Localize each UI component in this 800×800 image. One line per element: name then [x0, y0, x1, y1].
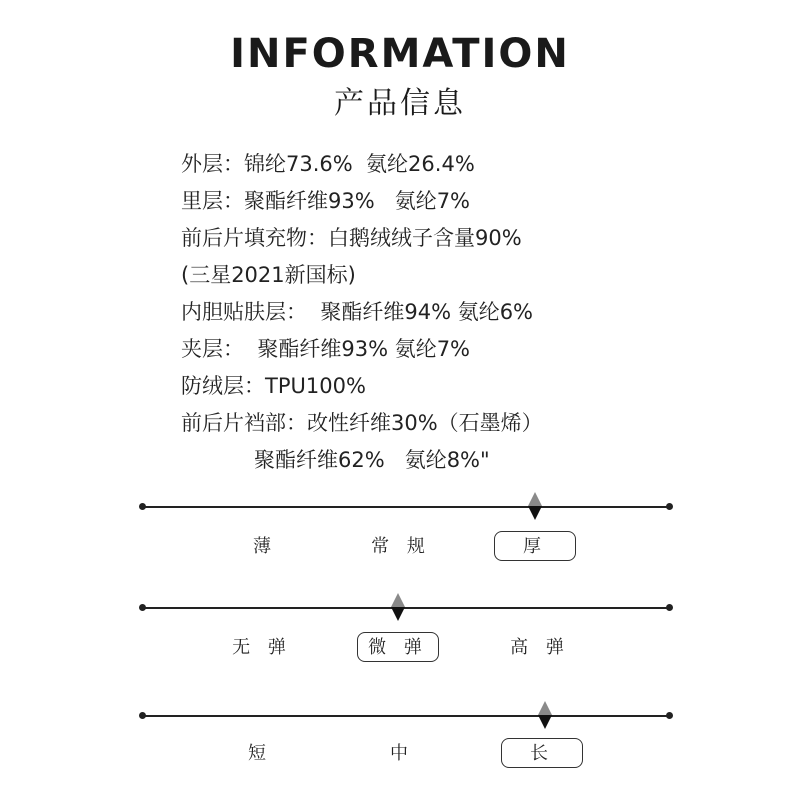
- info-line-downproof-layer: 防绒层：TPU100%: [181, 374, 366, 398]
- scale-end-dot: [666, 604, 673, 611]
- info-line-middle-layer: 夹层： 聚酯纤维93% 氨纶7%: [181, 337, 471, 361]
- info-line-filling: 前后片填充物：白鹅绒绒子含量90%: [181, 226, 522, 250]
- product-info-list: [181, 146, 781, 479]
- info-line-inner-skin-layer: 内胆贴肤层： 聚酯纤维94% 氨纶6%: [181, 300, 534, 324]
- info-line-crotch-continued: 聚酯纤维62% 氨纶8%": [254, 448, 490, 472]
- scale-option-thick: 厚: [494, 531, 576, 561]
- scale-line: [142, 715, 669, 717]
- scale-end-dot: [666, 712, 673, 719]
- diamond-marker-icon: [527, 492, 543, 520]
- info-line-crotch: 前后片裆部：改性纤维30%（石墨烯）: [181, 411, 543, 435]
- scale-option-medium: 中: [390, 743, 414, 764]
- title-english: INFORMATION: [230, 31, 570, 77]
- scale-option-regular: 常 规: [371, 536, 431, 557]
- scale-option-short: 短: [248, 743, 272, 764]
- scale-option-high-stretch: 高 弹: [510, 637, 570, 658]
- diamond-marker-icon: [537, 701, 553, 729]
- info-line-filling-standard: (三星2021新国标): [181, 263, 356, 287]
- title-chinese: 产品信息: [334, 86, 466, 121]
- info-line-outer-layer: 外层：锦纶73.6% 氨纶26.4%: [181, 152, 475, 176]
- scale-option-slight-stretch: 微 弹: [357, 632, 439, 662]
- scale-option-long: 长: [501, 738, 583, 768]
- scale-option-thin: 薄: [253, 536, 277, 557]
- scale-option-no-stretch: 无 弹: [232, 637, 292, 658]
- scale-end-dot: [666, 503, 673, 510]
- thickness-scale: [0, 490, 800, 570]
- length-scale: [0, 699, 800, 789]
- info-line-lining: 里层：聚酯纤维93% 氨纶7%: [181, 189, 471, 213]
- scale-line: [142, 506, 669, 508]
- diamond-marker-icon: [390, 593, 406, 621]
- elasticity-scale: [0, 591, 800, 671]
